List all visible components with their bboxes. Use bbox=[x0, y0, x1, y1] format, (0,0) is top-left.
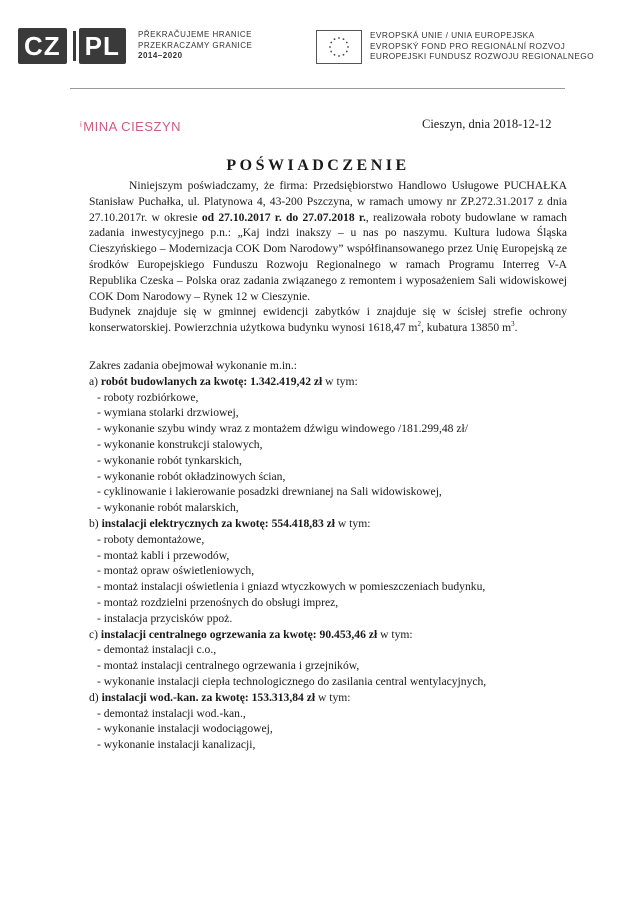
section-items bbox=[89, 642, 567, 689]
list-item: - montaż kabli i przewodów, bbox=[97, 548, 567, 564]
section-suffix: w tym: bbox=[322, 374, 358, 388]
list-item: - roboty demontażowe, bbox=[97, 532, 567, 548]
document-date: Cieszyn, dnia 2018-12-12 bbox=[422, 117, 552, 131]
section-suffix: w tym: bbox=[335, 516, 371, 530]
area-unit-exponent: 2 bbox=[417, 320, 421, 329]
scope-intro: Zakres zadania obejmował wykonanie m.in.: bbox=[89, 358, 297, 372]
eu-line-2: EVROPSKÝ FOND PRO REGIONÁLNÍ ROZVOJ bbox=[370, 40, 566, 51]
list-item: - wykonanie instalacji kanalizacji, bbox=[97, 737, 567, 753]
intro-text-1: Niniejszym poświadczamy, że firma: Przedsiębiorstwo Handlowo Usługowe PUCHAŁKA Stanisław Puchałka, ul. Platynowa 4, 43-200 Pszczyna, w ramach umowy nr ZP.272.31.2017 z dnia 27.10.2017r. w okresie bbox=[89, 179, 567, 224]
section-amount: instalacji elektrycznych za kwotę: 554.418,83 zł bbox=[101, 516, 335, 530]
section-suffix: w tym: bbox=[315, 690, 351, 704]
stamp-prefix: i bbox=[80, 120, 83, 129]
section-items bbox=[89, 706, 567, 753]
section-suffix: w tym: bbox=[377, 627, 413, 641]
section-heading bbox=[89, 374, 567, 390]
eu-line-3: EUROPEJSKI FUNDUSZ ROZWOJU REGIONALNEGO bbox=[370, 51, 594, 61]
list-item: - wykonanie robót tynkarskich, bbox=[97, 453, 567, 469]
list-item: - wykonanie szybu windy wraz z montażem dźwigu windowego /181.299,48 zł/ bbox=[97, 421, 567, 437]
program-years: 2014–2020 bbox=[138, 51, 183, 60]
logo-divider bbox=[73, 31, 76, 61]
building-text-3: . bbox=[514, 321, 518, 335]
section-heading bbox=[89, 690, 567, 706]
list-item: - wykonanie robót okładzinowych ścian, bbox=[97, 469, 567, 485]
list-item: - instalacja przycisków ppoż. bbox=[97, 611, 567, 627]
cz-logo-mark: CZ bbox=[18, 28, 67, 64]
letterhead bbox=[18, 24, 618, 74]
list-item: - roboty rozbiórkowe, bbox=[97, 390, 567, 406]
document-title: POŚWIADCZENIE bbox=[226, 157, 410, 174]
section-prefix: c) bbox=[89, 627, 101, 641]
section-prefix: a) bbox=[89, 374, 101, 388]
volume-unit-exponent: 3 bbox=[511, 320, 515, 329]
list-item: - wykonanie robót malarskich, bbox=[97, 500, 567, 516]
list-item: - cyklinowanie i lakierowanie posadzki drewnianej na Sali widowiskowej, bbox=[97, 484, 567, 500]
building-text-1: Budynek znajduje się w gminnej ewidencji zabytków i znajduje się w ścisłej strefie ochrony konserwatorskiej. Powierzchnia użytkowa budynku wynosi 1618,47 m bbox=[89, 305, 567, 335]
program-line-pl: PRZEKRACZAMY GRANICE bbox=[138, 40, 253, 50]
section-amount: instalacji centralnego ogrzewania za kwotę: 90.453,46 zł bbox=[100, 627, 378, 641]
list-item: - wykonanie instalacji wodociągowej, bbox=[97, 721, 567, 737]
section-prefix: b) bbox=[89, 516, 102, 530]
list-item: - wykonanie instalacji ciepła technologicznego do zasilania central wentylacyjnych, bbox=[97, 674, 567, 690]
cz-pl-logo bbox=[18, 28, 129, 64]
contract-period: od 27.10.2017 r. do 27.07.2018 r. bbox=[201, 210, 366, 224]
section-heading bbox=[89, 516, 567, 532]
municipality-stamp bbox=[80, 119, 181, 134]
section-items bbox=[89, 532, 567, 627]
intro-text-2: , realizowała roboty budowlane w ramach zadania inwestycyjnego p.n.: „Kaj indzi inakszy – u nas po naszymu. Kultura ludowa Śląska Cieszyńskiego – Modernizacja COK Dom Narodowy” współfinansowanego przez Unię Europejską ze środków Europejskiego Funduszu Rozwoju Regionalnego w ramach Programu Interreg V-A Republika Czeska – Polska oraz zadania związanego z remontem i wyposażeniem Sali widowiskowej COK Dom Narodowy – Rynek 12 w Cieszynie. bbox=[89, 210, 567, 303]
list-item: - montaż instalacji oświetlenia i gniazd wtyczkowych w pomieszczeniach budynku, bbox=[97, 579, 567, 595]
scope-section-b bbox=[89, 516, 567, 627]
scope-section-d bbox=[89, 690, 567, 753]
list-item: - demontaż instalacji wod.-kan., bbox=[97, 706, 567, 722]
section-amount: instalacji wod.-kan. za kwotę: 153.313,84 zł bbox=[101, 690, 316, 704]
program-line-cz: PŘEKRAČUJEME HRANICE bbox=[138, 30, 253, 39]
list-item: - montaż opraw oświetleniowych, bbox=[97, 563, 567, 579]
list-item: - montaż rozdzielni przenośnych do obsługi imprez, bbox=[97, 595, 567, 611]
list-item: - montaż instalacji centralnego ogrzewania i grzejników, bbox=[97, 658, 567, 674]
building-text-2: , kubatura 13850 m bbox=[420, 321, 512, 335]
section-heading bbox=[89, 627, 567, 643]
eu-line-1: EVROPSKÁ UNIE / UNIA EUROPEJSKA bbox=[370, 30, 535, 40]
list-item: - wymiana stolarki drzwiowej, bbox=[97, 405, 567, 421]
list-item: - demontaż instalacji c.o., bbox=[97, 642, 567, 658]
eu-fund-text bbox=[370, 30, 630, 62]
section-prefix: d) bbox=[89, 690, 102, 704]
section-items bbox=[89, 390, 567, 516]
stamp-text: MINA CIESZYN bbox=[83, 119, 182, 134]
intro-paragraph bbox=[89, 178, 567, 304]
scope-section-a bbox=[89, 374, 567, 516]
scope-section-c bbox=[89, 627, 567, 690]
building-paragraph bbox=[89, 304, 567, 336]
pl-logo-mark: PL bbox=[79, 28, 126, 64]
program-tagline bbox=[138, 30, 298, 62]
header-divider bbox=[70, 88, 565, 89]
list-item: - wykonanie konstrukcji stalowych, bbox=[97, 437, 567, 453]
eu-flag-icon bbox=[316, 30, 362, 64]
section-amount: robót budowlanych za kwotę: 1.342.419,42 zł bbox=[100, 374, 323, 388]
document-body bbox=[89, 178, 567, 753]
